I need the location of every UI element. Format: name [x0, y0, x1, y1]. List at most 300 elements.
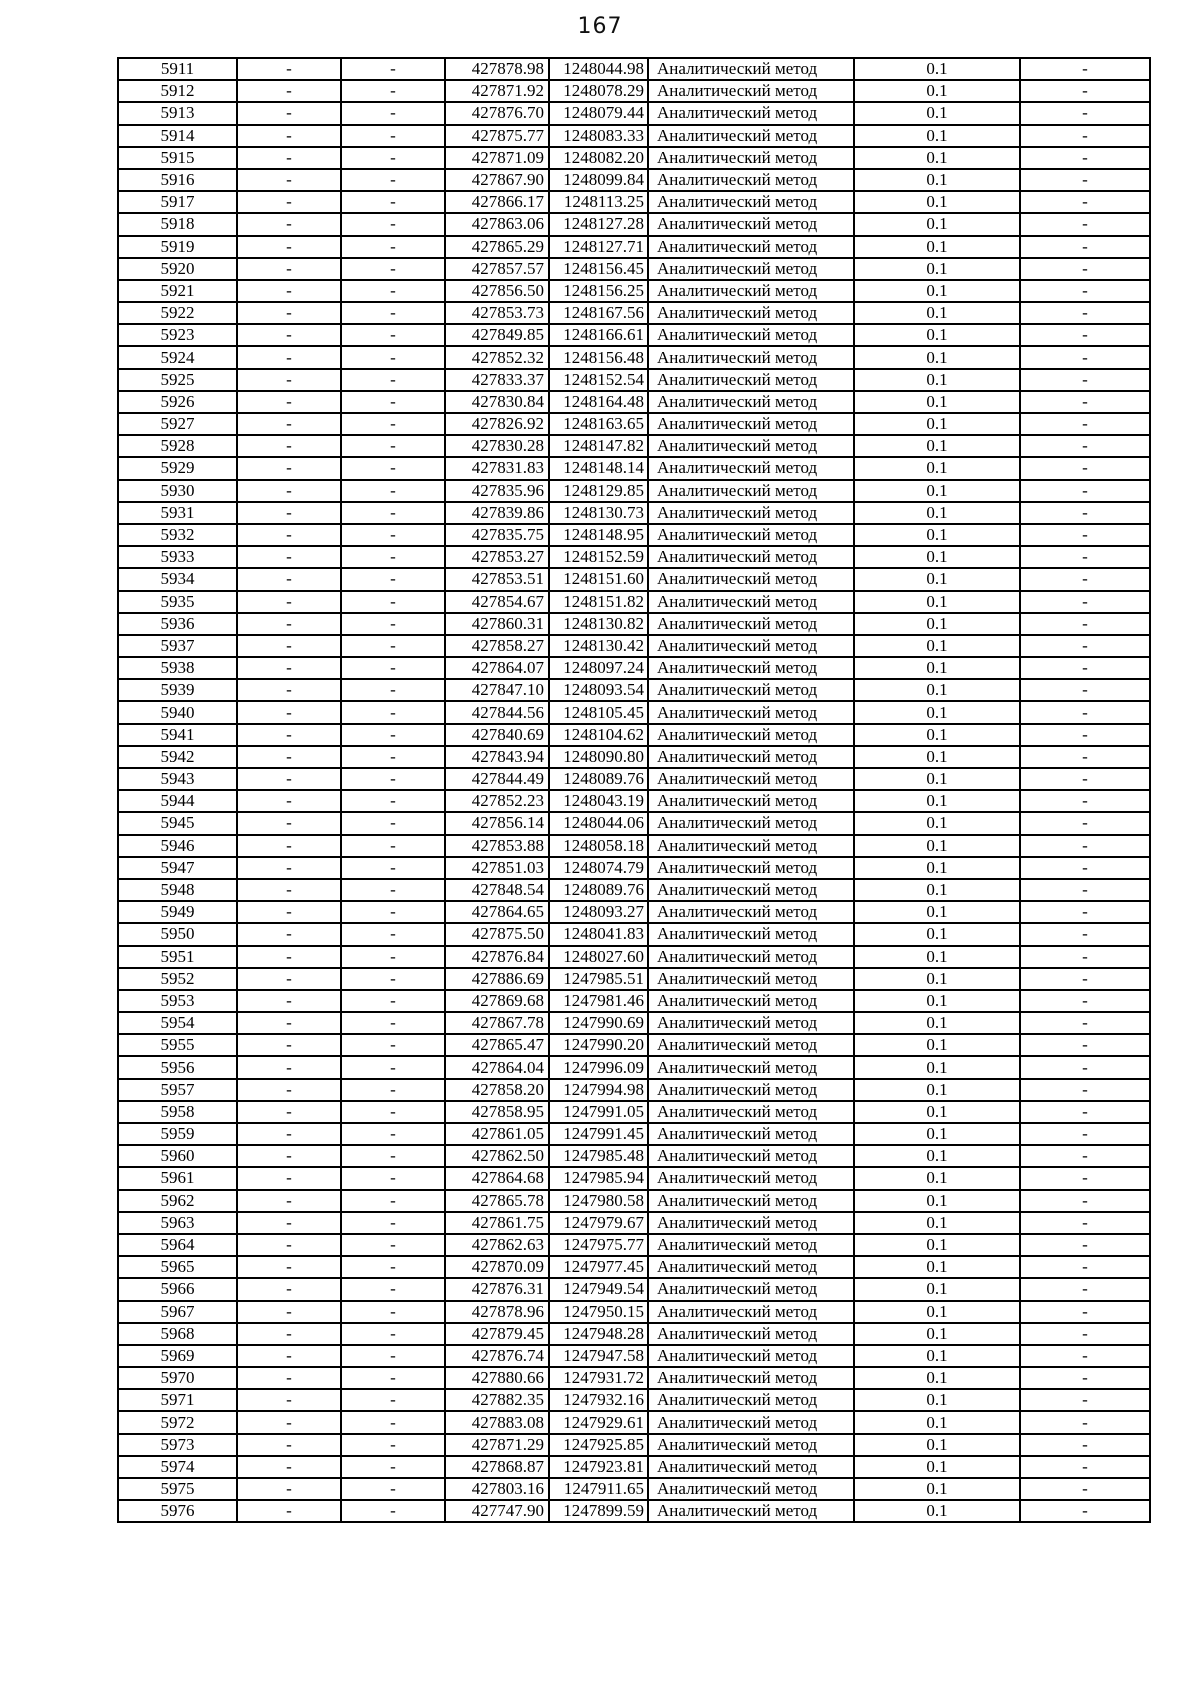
accuracy-cell: 0.1: [854, 857, 1020, 879]
method-cell: Аналитический метод: [648, 524, 854, 546]
point-number-cell: 5971: [118, 1389, 237, 1411]
table-row: [118, 102, 1150, 124]
dash-cell: -: [341, 413, 445, 435]
note-cell: -: [1020, 258, 1150, 280]
method-cell: Аналитический метод: [648, 258, 854, 280]
dash-cell: -: [237, 1123, 341, 1145]
note-cell: -: [1020, 1434, 1150, 1456]
accuracy-cell: 0.1: [854, 191, 1020, 213]
accuracy-cell: 0.1: [854, 968, 1020, 990]
dash-cell: -: [237, 191, 341, 213]
dash-cell: -: [341, 613, 445, 635]
table-row: [118, 746, 1150, 768]
y-coordinate-cell: 1248090.80: [549, 746, 648, 768]
point-number-cell: 5972: [118, 1411, 237, 1433]
accuracy-cell: 0.1: [854, 1123, 1020, 1145]
x-coordinate-cell: 427864.04: [445, 1056, 549, 1078]
method-cell: Аналитический метод: [648, 701, 854, 723]
point-number-cell: 5973: [118, 1434, 237, 1456]
y-coordinate-cell: 1248074.79: [549, 857, 648, 879]
accuracy-cell: 0.1: [854, 1500, 1020, 1522]
x-coordinate-cell: 427854.67: [445, 591, 549, 613]
dash-cell: -: [237, 1056, 341, 1078]
table-row: [118, 1256, 1150, 1278]
table-row: [118, 790, 1150, 812]
method-cell: Аналитический метод: [648, 635, 854, 657]
y-coordinate-cell: 1248147.82: [549, 435, 648, 457]
note-cell: -: [1020, 1190, 1150, 1212]
table-row: [118, 147, 1150, 169]
dash-cell: -: [341, 1367, 445, 1389]
x-coordinate-cell: 427830.84: [445, 391, 549, 413]
table-row: [118, 1434, 1150, 1456]
accuracy-cell: 0.1: [854, 1234, 1020, 1256]
dash-cell: -: [237, 346, 341, 368]
method-cell: Аналитический метод: [648, 968, 854, 990]
accuracy-cell: 0.1: [854, 812, 1020, 834]
dash-cell: -: [237, 435, 341, 457]
dash-cell: -: [237, 1389, 341, 1411]
point-number-cell: 5967: [118, 1301, 237, 1323]
x-coordinate-cell: 427864.07: [445, 657, 549, 679]
method-cell: Аналитический метод: [648, 657, 854, 679]
dash-cell: -: [341, 679, 445, 701]
dash-cell: -: [237, 768, 341, 790]
y-coordinate-cell: 1248044.06: [549, 812, 648, 834]
x-coordinate-cell: 427856.50: [445, 280, 549, 302]
dash-cell: -: [341, 302, 445, 324]
table-row: [118, 768, 1150, 790]
note-cell: -: [1020, 568, 1150, 590]
note-cell: -: [1020, 1456, 1150, 1478]
method-cell: Аналитический метод: [648, 879, 854, 901]
dash-cell: -: [237, 125, 341, 147]
dash-cell: -: [237, 1345, 341, 1367]
x-coordinate-cell: 427857.57: [445, 258, 549, 280]
table-row: [118, 1012, 1150, 1034]
dash-cell: -: [341, 879, 445, 901]
note-cell: -: [1020, 147, 1150, 169]
y-coordinate-cell: 1248164.48: [549, 391, 648, 413]
table-row: [118, 1123, 1150, 1145]
dash-cell: -: [237, 324, 341, 346]
x-coordinate-cell: 427853.88: [445, 835, 549, 857]
point-number-cell: 5954: [118, 1012, 237, 1034]
point-number-cell: 5932: [118, 524, 237, 546]
accuracy-cell: 0.1: [854, 1389, 1020, 1411]
accuracy-cell: 0.1: [854, 147, 1020, 169]
dash-cell: -: [341, 1345, 445, 1367]
x-coordinate-cell: 427878.96: [445, 1301, 549, 1323]
method-cell: Аналитический метод: [648, 724, 854, 746]
x-coordinate-cell: 427858.20: [445, 1079, 549, 1101]
note-cell: -: [1020, 968, 1150, 990]
accuracy-cell: 0.1: [854, 302, 1020, 324]
dash-cell: -: [237, 524, 341, 546]
method-cell: Аналитический метод: [648, 679, 854, 701]
dash-cell: -: [237, 724, 341, 746]
y-coordinate-cell: 1247996.09: [549, 1056, 648, 1078]
dash-cell: -: [341, 324, 445, 346]
y-coordinate-cell: 1248113.25: [549, 191, 648, 213]
point-number-cell: 5938: [118, 657, 237, 679]
accuracy-cell: 0.1: [854, 1367, 1020, 1389]
accuracy-cell: 0.1: [854, 1256, 1020, 1278]
accuracy-cell: 0.1: [854, 391, 1020, 413]
x-coordinate-cell: 427860.31: [445, 613, 549, 635]
dash-cell: -: [341, 1389, 445, 1411]
table-row: [118, 857, 1150, 879]
dash-cell: -: [341, 169, 445, 191]
method-cell: Аналитический метод: [648, 1256, 854, 1278]
method-cell: Аналитический метод: [648, 1345, 854, 1367]
y-coordinate-cell: 1247980.58: [549, 1190, 648, 1212]
table-row: [118, 635, 1150, 657]
dash-cell: -: [237, 391, 341, 413]
accuracy-cell: 0.1: [854, 724, 1020, 746]
dash-cell: -: [237, 1145, 341, 1167]
y-coordinate-cell: 1248078.29: [549, 80, 648, 102]
y-coordinate-cell: 1248097.24: [549, 657, 648, 679]
point-number-cell: 5947: [118, 857, 237, 879]
point-number-cell: 5965: [118, 1256, 237, 1278]
x-coordinate-cell: 427876.74: [445, 1345, 549, 1367]
method-cell: Аналитический метод: [648, 102, 854, 124]
point-number-cell: 5949: [118, 901, 237, 923]
note-cell: -: [1020, 1411, 1150, 1433]
x-coordinate-cell: 427864.68: [445, 1167, 549, 1189]
dash-cell: -: [341, 1456, 445, 1478]
x-coordinate-cell: 427876.31: [445, 1278, 549, 1300]
point-number-cell: 5911: [118, 58, 237, 80]
dash-cell: -: [341, 990, 445, 1012]
method-cell: Аналитический метод: [648, 1278, 854, 1300]
y-coordinate-cell: 1247991.05: [549, 1101, 648, 1123]
table-row: [118, 1145, 1150, 1167]
dash-cell: -: [237, 1167, 341, 1189]
y-coordinate-cell: 1248127.71: [549, 236, 648, 258]
dash-cell: -: [341, 857, 445, 879]
note-cell: -: [1020, 1256, 1150, 1278]
method-cell: Аналитический метод: [648, 1234, 854, 1256]
dash-cell: -: [237, 635, 341, 657]
y-coordinate-cell: 1247931.72: [549, 1367, 648, 1389]
y-coordinate-cell: 1248089.76: [549, 768, 648, 790]
x-coordinate-cell: 427862.50: [445, 1145, 549, 1167]
point-number-cell: 5948: [118, 879, 237, 901]
table-row: [118, 1167, 1150, 1189]
x-coordinate-cell: 427840.69: [445, 724, 549, 746]
dash-cell: -: [237, 1234, 341, 1256]
y-coordinate-cell: 1248156.48: [549, 346, 648, 368]
note-cell: -: [1020, 435, 1150, 457]
note-cell: -: [1020, 923, 1150, 945]
dash-cell: -: [237, 990, 341, 1012]
y-coordinate-cell: 1247948.28: [549, 1323, 648, 1345]
accuracy-cell: 0.1: [854, 1190, 1020, 1212]
y-coordinate-cell: 1247975.77: [549, 1234, 648, 1256]
note-cell: -: [1020, 1212, 1150, 1234]
dash-cell: -: [237, 746, 341, 768]
method-cell: Аналитический метод: [648, 790, 854, 812]
point-number-cell: 5951: [118, 946, 237, 968]
accuracy-cell: 0.1: [854, 524, 1020, 546]
y-coordinate-cell: 1248129.85: [549, 480, 648, 502]
coordinates-table: [117, 57, 1151, 1523]
note-cell: -: [1020, 58, 1150, 80]
table-row: [118, 1345, 1150, 1367]
x-coordinate-cell: 427879.45: [445, 1323, 549, 1345]
note-cell: -: [1020, 746, 1150, 768]
x-coordinate-cell: 427826.92: [445, 413, 549, 435]
note-cell: -: [1020, 657, 1150, 679]
table-row: [118, 835, 1150, 857]
accuracy-cell: 0.1: [854, 213, 1020, 235]
table-row: [118, 457, 1150, 479]
method-cell: Аналитический метод: [648, 568, 854, 590]
point-number-cell: 5931: [118, 502, 237, 524]
method-cell: Аналитический метод: [648, 169, 854, 191]
dash-cell: -: [341, 435, 445, 457]
method-cell: Аналитический метод: [648, 1212, 854, 1234]
point-number-cell: 5933: [118, 546, 237, 568]
note-cell: -: [1020, 635, 1150, 657]
x-coordinate-cell: 427882.35: [445, 1389, 549, 1411]
accuracy-cell: 0.1: [854, 1301, 1020, 1323]
x-coordinate-cell: 427844.49: [445, 768, 549, 790]
accuracy-cell: 0.1: [854, 1212, 1020, 1234]
point-number-cell: 5975: [118, 1478, 237, 1500]
dash-cell: -: [237, 1101, 341, 1123]
accuracy-cell: 0.1: [854, 1101, 1020, 1123]
x-coordinate-cell: 427839.86: [445, 502, 549, 524]
accuracy-cell: 0.1: [854, 990, 1020, 1012]
y-coordinate-cell: 1248148.14: [549, 457, 648, 479]
y-coordinate-cell: 1248166.61: [549, 324, 648, 346]
x-coordinate-cell: 427747.90: [445, 1500, 549, 1522]
note-cell: -: [1020, 946, 1150, 968]
accuracy-cell: 0.1: [854, 1411, 1020, 1433]
accuracy-cell: 0.1: [854, 1034, 1020, 1056]
note-cell: -: [1020, 990, 1150, 1012]
dash-cell: -: [341, 1034, 445, 1056]
dash-cell: -: [237, 1500, 341, 1522]
dash-cell: -: [237, 1012, 341, 1034]
note-cell: -: [1020, 369, 1150, 391]
dash-cell: -: [341, 213, 445, 235]
method-cell: Аналитический метод: [648, 1079, 854, 1101]
x-coordinate-cell: 427880.66: [445, 1367, 549, 1389]
x-coordinate-cell: 427835.96: [445, 480, 549, 502]
y-coordinate-cell: 1248167.56: [549, 302, 648, 324]
method-cell: Аналитический метод: [648, 213, 854, 235]
method-cell: Аналитический метод: [648, 857, 854, 879]
accuracy-cell: 0.1: [854, 1323, 1020, 1345]
x-coordinate-cell: 427871.92: [445, 80, 549, 102]
note-cell: -: [1020, 613, 1150, 635]
dash-cell: -: [341, 701, 445, 723]
point-number-cell: 5974: [118, 1456, 237, 1478]
note-cell: -: [1020, 413, 1150, 435]
dash-cell: -: [341, 280, 445, 302]
accuracy-cell: 0.1: [854, 1478, 1020, 1500]
y-coordinate-cell: 1248079.44: [549, 102, 648, 124]
dash-cell: -: [237, 1256, 341, 1278]
dash-cell: -: [341, 1256, 445, 1278]
accuracy-cell: 0.1: [854, 280, 1020, 302]
dash-cell: -: [237, 502, 341, 524]
table-row: [118, 679, 1150, 701]
dash-cell: -: [237, 701, 341, 723]
dash-cell: -: [237, 591, 341, 613]
note-cell: -: [1020, 1301, 1150, 1323]
accuracy-cell: 0.1: [854, 635, 1020, 657]
note-cell: -: [1020, 1389, 1150, 1411]
table-row: [118, 1101, 1150, 1123]
dash-cell: -: [341, 1212, 445, 1234]
y-coordinate-cell: 1247985.48: [549, 1145, 648, 1167]
accuracy-cell: 0.1: [854, 1434, 1020, 1456]
table-row: [118, 191, 1150, 213]
dash-cell: -: [341, 591, 445, 613]
dash-cell: -: [341, 191, 445, 213]
note-cell: -: [1020, 391, 1150, 413]
method-cell: Аналитический метод: [648, 369, 854, 391]
accuracy-cell: 0.1: [854, 901, 1020, 923]
method-cell: Аналитический метод: [648, 1056, 854, 1078]
table-row: [118, 125, 1150, 147]
method-cell: Аналитический метод: [648, 1034, 854, 1056]
point-number-cell: 5914: [118, 125, 237, 147]
point-number-cell: 5943: [118, 768, 237, 790]
y-coordinate-cell: 1248044.98: [549, 58, 648, 80]
x-coordinate-cell: 427865.47: [445, 1034, 549, 1056]
accuracy-cell: 0.1: [854, 413, 1020, 435]
x-coordinate-cell: 427852.32: [445, 346, 549, 368]
accuracy-cell: 0.1: [854, 768, 1020, 790]
y-coordinate-cell: 1248093.27: [549, 901, 648, 923]
x-coordinate-cell: 427867.90: [445, 169, 549, 191]
dash-cell: -: [341, 835, 445, 857]
accuracy-cell: 0.1: [854, 236, 1020, 258]
table-row: [118, 990, 1150, 1012]
note-cell: -: [1020, 1012, 1150, 1034]
accuracy-cell: 0.1: [854, 1456, 1020, 1478]
note-cell: -: [1020, 480, 1150, 502]
point-number-cell: 5921: [118, 280, 237, 302]
y-coordinate-cell: 1248099.84: [549, 169, 648, 191]
note-cell: -: [1020, 1123, 1150, 1145]
table-row: [118, 1278, 1150, 1300]
y-coordinate-cell: 1248089.76: [549, 879, 648, 901]
table-row: [118, 923, 1150, 945]
table-row: [118, 1190, 1150, 1212]
method-cell: Аналитический метод: [648, 1411, 854, 1433]
table-row: [118, 1079, 1150, 1101]
accuracy-cell: 0.1: [854, 1056, 1020, 1078]
x-coordinate-cell: 427868.87: [445, 1456, 549, 1478]
dash-cell: -: [237, 857, 341, 879]
point-number-cell: 5963: [118, 1212, 237, 1234]
dash-cell: -: [237, 58, 341, 80]
x-coordinate-cell: 427870.09: [445, 1256, 549, 1278]
accuracy-cell: 0.1: [854, 369, 1020, 391]
table-row: [118, 1212, 1150, 1234]
y-coordinate-cell: 1248130.82: [549, 613, 648, 635]
point-number-cell: 5964: [118, 1234, 237, 1256]
page-number: 167: [577, 14, 623, 39]
y-coordinate-cell: 1248151.60: [549, 568, 648, 590]
y-coordinate-cell: 1248148.95: [549, 524, 648, 546]
accuracy-cell: 0.1: [854, 502, 1020, 524]
x-coordinate-cell: 427869.68: [445, 990, 549, 1012]
method-cell: Аналитический метод: [648, 1367, 854, 1389]
point-number-cell: 5940: [118, 701, 237, 723]
method-cell: Аналитический метод: [648, 613, 854, 635]
dash-cell: -: [237, 236, 341, 258]
y-coordinate-cell: 1247911.65: [549, 1478, 648, 1500]
table-row: [118, 236, 1150, 258]
point-number-cell: 5944: [118, 790, 237, 812]
dash-cell: -: [237, 879, 341, 901]
note-cell: -: [1020, 213, 1150, 235]
accuracy-cell: 0.1: [854, 1079, 1020, 1101]
point-number-cell: 5946: [118, 835, 237, 857]
table-row: [118, 701, 1150, 723]
point-number-cell: 5968: [118, 1323, 237, 1345]
dash-cell: -: [237, 1278, 341, 1300]
note-cell: -: [1020, 857, 1150, 879]
note-cell: -: [1020, 502, 1150, 524]
x-coordinate-cell: 427886.69: [445, 968, 549, 990]
point-number-cell: 5959: [118, 1123, 237, 1145]
method-cell: Аналитический метод: [648, 236, 854, 258]
x-coordinate-cell: 427864.65: [445, 901, 549, 923]
accuracy-cell: 0.1: [854, 879, 1020, 901]
table-row: [118, 1056, 1150, 1078]
x-coordinate-cell: 427861.05: [445, 1123, 549, 1145]
table-body: [118, 58, 1150, 1522]
x-coordinate-cell: 427853.27: [445, 546, 549, 568]
accuracy-cell: 0.1: [854, 835, 1020, 857]
dash-cell: -: [341, 1434, 445, 1456]
point-number-cell: 5976: [118, 1500, 237, 1522]
table-row: [118, 258, 1150, 280]
dash-cell: -: [237, 213, 341, 235]
point-number-cell: 5925: [118, 369, 237, 391]
note-cell: -: [1020, 191, 1150, 213]
point-number-cell: 5919: [118, 236, 237, 258]
x-coordinate-cell: 427830.28: [445, 435, 549, 457]
x-coordinate-cell: 427835.75: [445, 524, 549, 546]
dash-cell: -: [341, 901, 445, 923]
point-number-cell: 5962: [118, 1190, 237, 1212]
table-row: [118, 58, 1150, 80]
x-coordinate-cell: 427833.37: [445, 369, 549, 391]
table-row: [118, 169, 1150, 191]
dash-cell: -: [341, 1056, 445, 1078]
accuracy-cell: 0.1: [854, 568, 1020, 590]
x-coordinate-cell: 427865.78: [445, 1190, 549, 1212]
method-cell: Аналитический метод: [648, 391, 854, 413]
x-coordinate-cell: 427843.94: [445, 746, 549, 768]
dash-cell: -: [237, 1190, 341, 1212]
dash-cell: -: [341, 1123, 445, 1145]
y-coordinate-cell: 1248130.42: [549, 635, 648, 657]
accuracy-cell: 0.1: [854, 657, 1020, 679]
x-coordinate-cell: 427861.75: [445, 1212, 549, 1234]
dash-cell: -: [237, 546, 341, 568]
